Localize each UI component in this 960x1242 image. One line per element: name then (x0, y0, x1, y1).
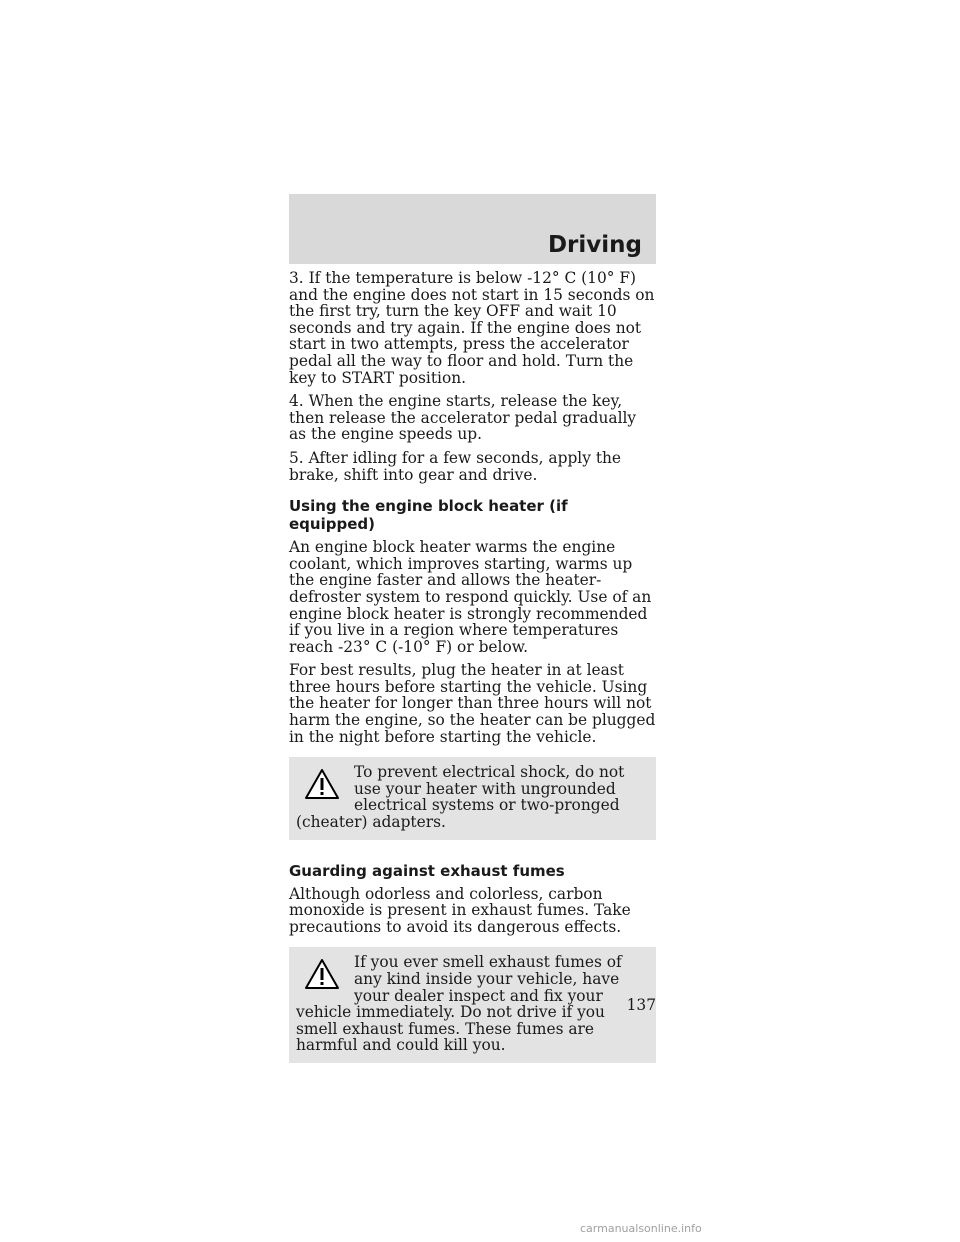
step-4-paragraph: 4. When the engine starts, release the key, then release the accelerator pedal gradually as the engine speeds up. (289, 392, 637, 444)
block-heater-paragraph-1: An engine block heater warms the engine coolant, which improves starting, warms up the engine faster and allows the heater-defroster system to respond quickly. Use of an engine block heater is strongly recommended if you live in a region where temperatures reach -23° C (-10° F) or below. (289, 538, 652, 656)
block-heater-paragraph-2: For best results, plug the heater in at least three hours before starting the vehicle. Using the heater for longer than three hours will not harm the engine, so the heater can be plugged in the night before starting the vehicle. (289, 661, 656, 746)
section-title: Driving (547, 232, 642, 258)
section-header-band (289, 194, 656, 264)
warning-triangle-icon (304, 958, 340, 990)
warning-triangle-icon (304, 768, 340, 800)
watermark-link[interactable]: carmanualsonline.info (580, 1222, 702, 1235)
electrical-shock-warning (289, 757, 656, 839)
step-5-paragraph: 5. After idling for a few seconds, apply the brake, shift into gear and drive. (289, 448, 622, 484)
step-3-paragraph: 3. If the temperature is below -12° C (10° F) and the engine does not start in 15 seconds on the first try, turn the key OFF and wait 10 seconds and try again. If the engine does not start in two attempts, press the accelerator pedal all the way to floor and hold. Turn the key to START position. (289, 269, 655, 387)
block-heater-heading: Using the engine block heater (if equipped) (289, 497, 568, 534)
page-content (289, 270, 656, 1085)
exhaust-fumes-paragraph: Although odorless and colorless, carbon monoxide is present in exhaust fumes. Take precautions to avoid its dangerous effects. (289, 884, 631, 936)
exhaust-fumes-heading: Guarding against exhaust fumes (289, 861, 565, 880)
electrical-shock-warning-text: To prevent electrical shock, do not use your heater with ungrounded electrical systems or two-pronged (cheater) adapters. (296, 763, 625, 832)
page-number: 137 (626, 996, 656, 1014)
exhaust-fumes-warning-text: If you ever smell exhaust fumes of any kind inside your vehicle, have your dealer inspect and fix your vehicle immediately. Do not drive if you smell exhaust fumes. These fumes are harmful and could kill you. (296, 953, 622, 1055)
